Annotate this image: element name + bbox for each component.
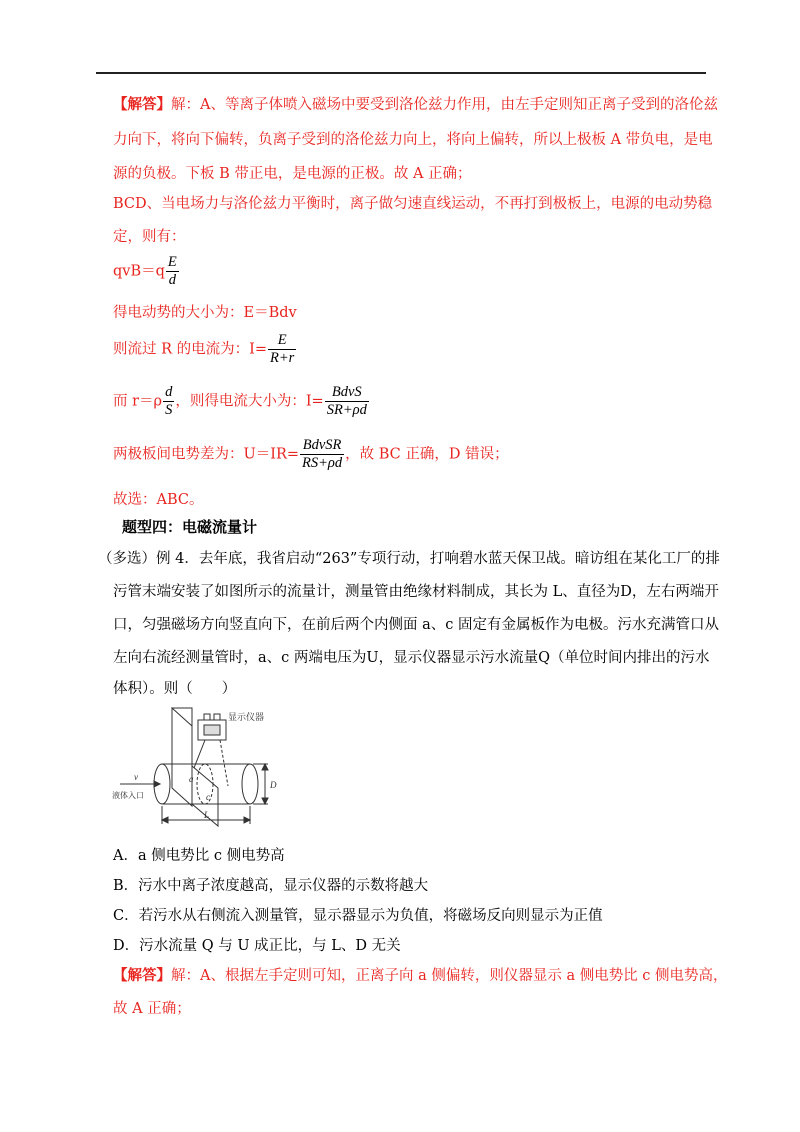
option-d: D．污水流量 Q 与 U 成正比，与 L、D 无关 xyxy=(113,938,401,954)
question-line-4: 左向右流经测量管时，a、c 两端电压为U，显示仪器显示污水流量Q（单位时间内排出的污水 xyxy=(113,650,710,666)
answer-choice: 故选：ABC。 xyxy=(113,492,204,508)
instrument-label: 显示仪器 xyxy=(228,712,265,722)
option-c: C．若污水从右侧流入测量管，显示器显示为负值，将磁场反向则显示为正值 xyxy=(113,908,603,924)
option-b: B．污水中离子浓度越高，显示仪器的示数将越大 xyxy=(113,878,429,894)
field-plane xyxy=(172,708,192,806)
answer-tag: 【解答】 xyxy=(113,96,171,113)
a-label: a xyxy=(189,774,194,784)
option-a: A．a 侧电势比 c 侧电势高 xyxy=(113,848,285,864)
equation-4: 而 r＝ρ $\frac{d}{S}$ ，则得电流大小为：I= $\frac{\text{BdvS}}{SR+\rho d}$ xyxy=(113,384,367,418)
d-label: D xyxy=(270,780,277,790)
equation-3: 则流过 R 的电流为：I= $\frac{E}{R+r}$ xyxy=(113,332,295,366)
inlet-label: 液体入口 xyxy=(112,791,144,800)
fraction-current: $\frac{E}{R+r}$ xyxy=(270,332,295,366)
fraction-d-over-s: $\frac{d}{S}$ xyxy=(165,384,173,418)
v-label: v xyxy=(134,772,138,782)
question-line-1: （多选）例 4．去年底，我省启动“263”专项行动，打响碧水蓝天保卫战。暗访组在某化工厂的排 xyxy=(98,551,720,567)
answer2-line-2: 故 A 正确； xyxy=(113,1001,191,1017)
answer-line-3: 源的负极。下板 B 带正电，是电源的正极。故 A 正确； xyxy=(113,166,472,182)
section-heading: 题型四：电磁流量计 xyxy=(122,518,258,536)
answer-line-1 xyxy=(113,95,718,115)
header-rule xyxy=(96,72,706,74)
fraction-voltage: $\frac{\text{BdvSR}}{RS+\rho d}$ xyxy=(302,437,343,471)
fraction-current-full: $\frac{\text{BdvS}}{SR+\rho d}$ xyxy=(326,384,367,418)
equation-5: 两极板间电势差为：U＝IR= $\frac{\text{BdvSR}}{RS+\rho d}$ ，故 BC 正确，D 错误； xyxy=(113,437,509,471)
equation-2: 得电动势的大小为：E＝Bdv xyxy=(113,305,297,321)
answer-line-2: 力向下，将向下偏转，负离子受到的洛伦兹力向上，将向上偏转，所以上极板 A 带负电，是电 xyxy=(113,132,713,148)
pipe-right-end xyxy=(242,764,258,804)
c-label: c xyxy=(206,792,210,802)
equation-1: qvB＝q $\frac{E}{d}$ xyxy=(113,254,177,288)
answer-line-4: BCD、当电场力与洛伦兹力平衡时，离子做匀速直线运动，不再打到极板上，电源的电动势稳 xyxy=(113,196,713,212)
question-line-3: 口，匀强磁场方向竖直向下，在前后两个内侧面 a、c 固定有金属板作为电极。污水充满管口从 xyxy=(113,617,719,633)
answer-line-5: 定，则有： xyxy=(113,229,186,245)
fraction-e-over-d: $\frac{E}{d}$ xyxy=(167,254,177,288)
answer2-line-1: 【解答】解：A、根据左手定则可知，正离子向 a 侧偏转，则仪器显示 a 侧电势比 c 侧电势高， xyxy=(113,967,728,984)
l-label: L xyxy=(204,810,210,820)
question-line-5: 体积）。则（ ） xyxy=(113,681,237,697)
answer2-tag: 【解答】 xyxy=(113,967,171,984)
answer-text: 解：A、等离子体喷入磁场中要受到洛伦兹力作用，由左手定则知正离子受到的洛伦兹 xyxy=(171,97,718,113)
question-line-2: 污管末端安装了如图所示的流量计，测量管由绝缘材料制成，其长为 L、直径为D，左右两端开 xyxy=(113,584,719,600)
flowmeter-diagram xyxy=(110,706,280,832)
